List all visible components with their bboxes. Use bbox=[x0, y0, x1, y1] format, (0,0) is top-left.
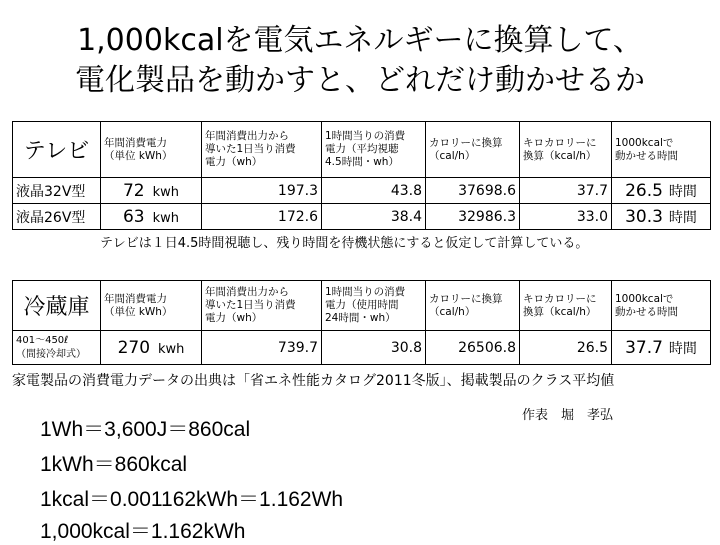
kcal-value: 26.5 bbox=[520, 331, 612, 365]
fridge-header-annual: 年間消費電力 （単位 kWh） bbox=[101, 281, 202, 331]
fridge-header-kcal: キロカロリーに 換算（kcal/h） bbox=[520, 281, 612, 331]
tv-header-cal: カロリーに換算 （cal/h） bbox=[426, 122, 520, 178]
fridge-header-hourly: 1時間当りの消費 電力（使用時間 24時間・wh） bbox=[322, 281, 426, 331]
source-note: 家電製品の消費電力データの出典は「省エネ性能カタログ2011冬版」、掲載製品のクラス平均値 bbox=[12, 373, 615, 389]
hourly-value: 43.8 bbox=[322, 178, 426, 204]
row-label: 液晶26V型 bbox=[13, 204, 101, 230]
annual-value: 63 kwh bbox=[101, 204, 202, 230]
fridge-header-daily: 年間消費出力から 導いた1日当り消費 電力（wh） bbox=[202, 281, 322, 331]
cal-value: 32986.3 bbox=[426, 204, 520, 230]
fridge-table-name: 冷蔵庫 bbox=[13, 281, 101, 331]
fridge-header-row bbox=[13, 281, 711, 331]
hourly-value: 30.8 bbox=[322, 331, 426, 365]
cal-value: 37698.6 bbox=[426, 178, 520, 204]
hours-value: 26.5 時間 bbox=[612, 178, 711, 204]
hours-value: 37.7 時間 bbox=[612, 331, 711, 365]
fridge-header-hours: 1000kcalで 動かせる時間 bbox=[612, 281, 711, 331]
tv-table bbox=[12, 121, 711, 230]
equation-3: 1kcal＝0.001162kWh＝1.162Wh bbox=[40, 488, 344, 511]
table-row bbox=[13, 204, 711, 230]
daily-value: 172.6 bbox=[202, 204, 322, 230]
equation-2: 1kWh＝860kcal bbox=[40, 453, 188, 476]
kcal-value: 37.7 bbox=[520, 178, 612, 204]
hours-value: 30.3 時間 bbox=[612, 204, 711, 230]
tv-assumption-note: テレビは１日4.5時間視聴し、残り時間を待機状態にすると仮定して計算している。 bbox=[100, 236, 589, 251]
equation-4: 1,000kcal＝1.162kWh bbox=[40, 520, 246, 543]
tv-header-annual: 年間消費電力 （単位 kWh） bbox=[101, 122, 202, 178]
row-label: 液晶32V型 bbox=[13, 178, 101, 204]
tv-header-hours: 1000kcalで 動かせる時間 bbox=[612, 122, 711, 178]
fridge-table bbox=[12, 280, 711, 365]
tv-header-daily: 年間消費出力から 導いた1日当り消費 電力（wh） bbox=[202, 122, 322, 178]
equation-1: 1Wh＝3,600J＝860cal bbox=[40, 418, 251, 441]
tv-header-kcal: キロカロリーに 換算（kcal/h） bbox=[520, 122, 612, 178]
kcal-value: 33.0 bbox=[520, 204, 612, 230]
daily-value: 739.7 bbox=[202, 331, 322, 365]
tv-header-hourly: 1時間当りの消費 電力（平均視聴 4.5時間・wh） bbox=[322, 122, 426, 178]
annual-value: 72 kwh bbox=[101, 178, 202, 204]
title-line-2: 電化製品を動かすと、どれだけ動かせるか bbox=[75, 63, 645, 98]
row-label: 401～450ℓ （間接冷却式） bbox=[13, 331, 101, 365]
author-credit: 作表 堀 孝弘 bbox=[522, 408, 614, 423]
title-line-1: 1,000kcalを電気エネルギーに換算して、 bbox=[77, 23, 643, 58]
table-row bbox=[13, 331, 711, 365]
fridge-header-cal: カロリーに換算 （cal/h） bbox=[426, 281, 520, 331]
tv-table-name: テレビ bbox=[13, 122, 101, 178]
hourly-value: 38.4 bbox=[322, 204, 426, 230]
cal-value: 26506.8 bbox=[426, 331, 520, 365]
table-row bbox=[13, 178, 711, 204]
annual-value: 270 kwh bbox=[101, 331, 202, 365]
tv-header-row bbox=[13, 122, 711, 178]
daily-value: 197.3 bbox=[202, 178, 322, 204]
